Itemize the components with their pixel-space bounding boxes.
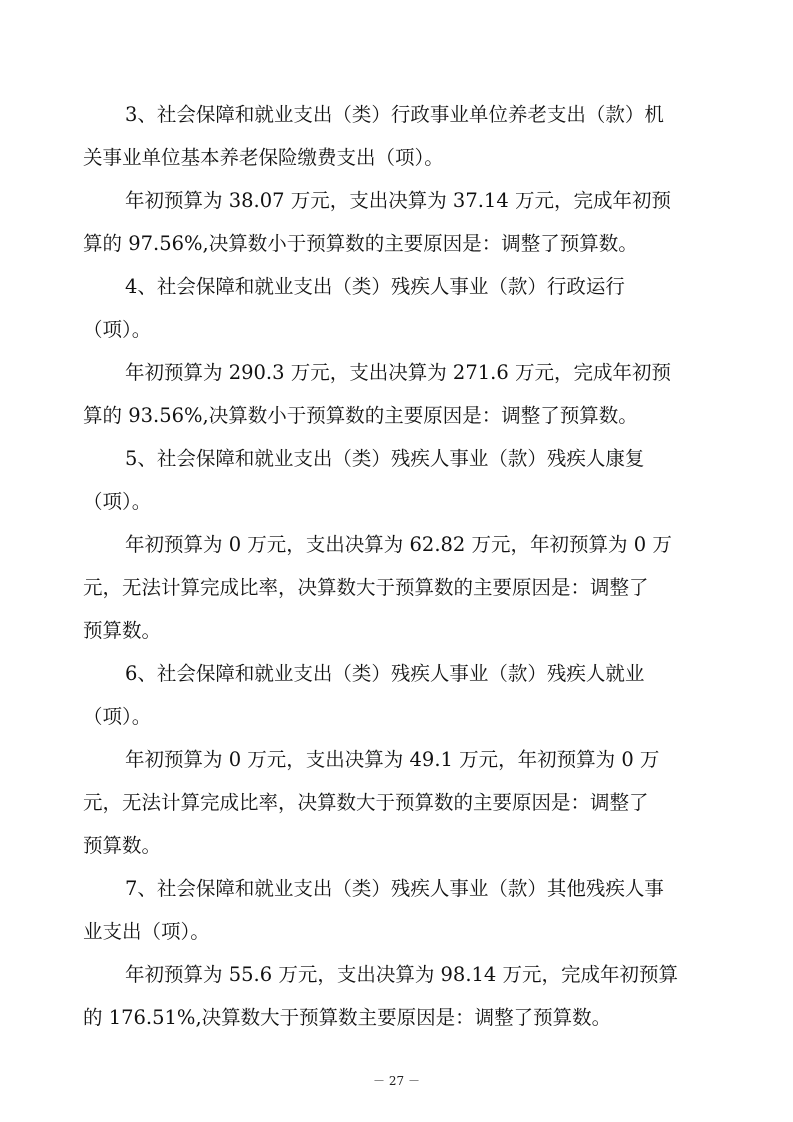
page-number: － 27 － [373, 1074, 420, 1088]
item-6-detail-line-1: 年初预算为 0 万元，支出决算为 49.1 万元，年初预算为 0 万 [125, 748, 660, 771]
item-6-detail-line-3: 预算数。 [83, 834, 162, 857]
item-5-detail-line-2: 元，无法计算完成比率，决算数大于预算数的主要原因是：调整了 [83, 576, 649, 599]
item-3-heading-line-2: 关事业单位基本养老保险缴费支出（项）。 [83, 146, 444, 169]
item-4-heading-line-1: 4、社会保障和就业支出（类）残疾人事业（款）行政运行 [125, 275, 625, 298]
item-5-heading-line-2: （项）。 [83, 490, 152, 513]
item-3-heading-line-1: 3、社会保障和就业支出（类）行政事业单位养老支出（款）机 [125, 103, 664, 126]
item-3-detail-line-2: 算的 97.56%,决算数小于预算数的主要原因是：调整了预算数。 [83, 232, 638, 255]
item-4-detail-line-1: 年初预算为 290.3 万元，支出决算为 271.6 万元，完成年初预 [125, 361, 671, 384]
item-6-heading-line-1: 6、社会保障和就业支出（类）残疾人事业（款）残疾人就业 [125, 662, 645, 685]
item-7-heading-line-2: 业支出（项）。 [83, 920, 210, 943]
item-5-detail-line-1: 年初预算为 0 万元，支出决算为 62.82 万元，年初预算为 0 万 [125, 533, 672, 556]
item-4-detail-line-2: 算的 93.56%,决算数小于预算数的主要原因是：调整了预算数。 [83, 404, 638, 427]
item-5-detail-line-3: 预算数。 [83, 619, 162, 642]
item-4-heading-line-2: （项）。 [83, 318, 152, 341]
item-6-heading-line-2: （项）。 [83, 705, 152, 728]
item-7-detail-line-2: 的 176.51%,决算数大于预算数主要原因是：调整了预算数。 [83, 1006, 612, 1029]
item-3-detail-line-1: 年初预算为 38.07 万元，支出决算为 37.14 万元，完成年初预 [125, 189, 671, 212]
item-7-heading-line-1: 7、社会保障和就业支出（类）残疾人事业（款）其他残疾人事 [125, 877, 664, 900]
item-7-detail-line-1: 年初预算为 55.6 万元，支出决算为 98.14 万元，完成年初预算 [125, 963, 679, 986]
item-6-detail-line-2: 元，无法计算完成比率，决算数大于预算数的主要原因是：调整了 [83, 791, 649, 814]
item-5-heading-line-1: 5、社会保障和就业支出（类）残疾人事业（款）残疾人康复 [125, 447, 645, 470]
